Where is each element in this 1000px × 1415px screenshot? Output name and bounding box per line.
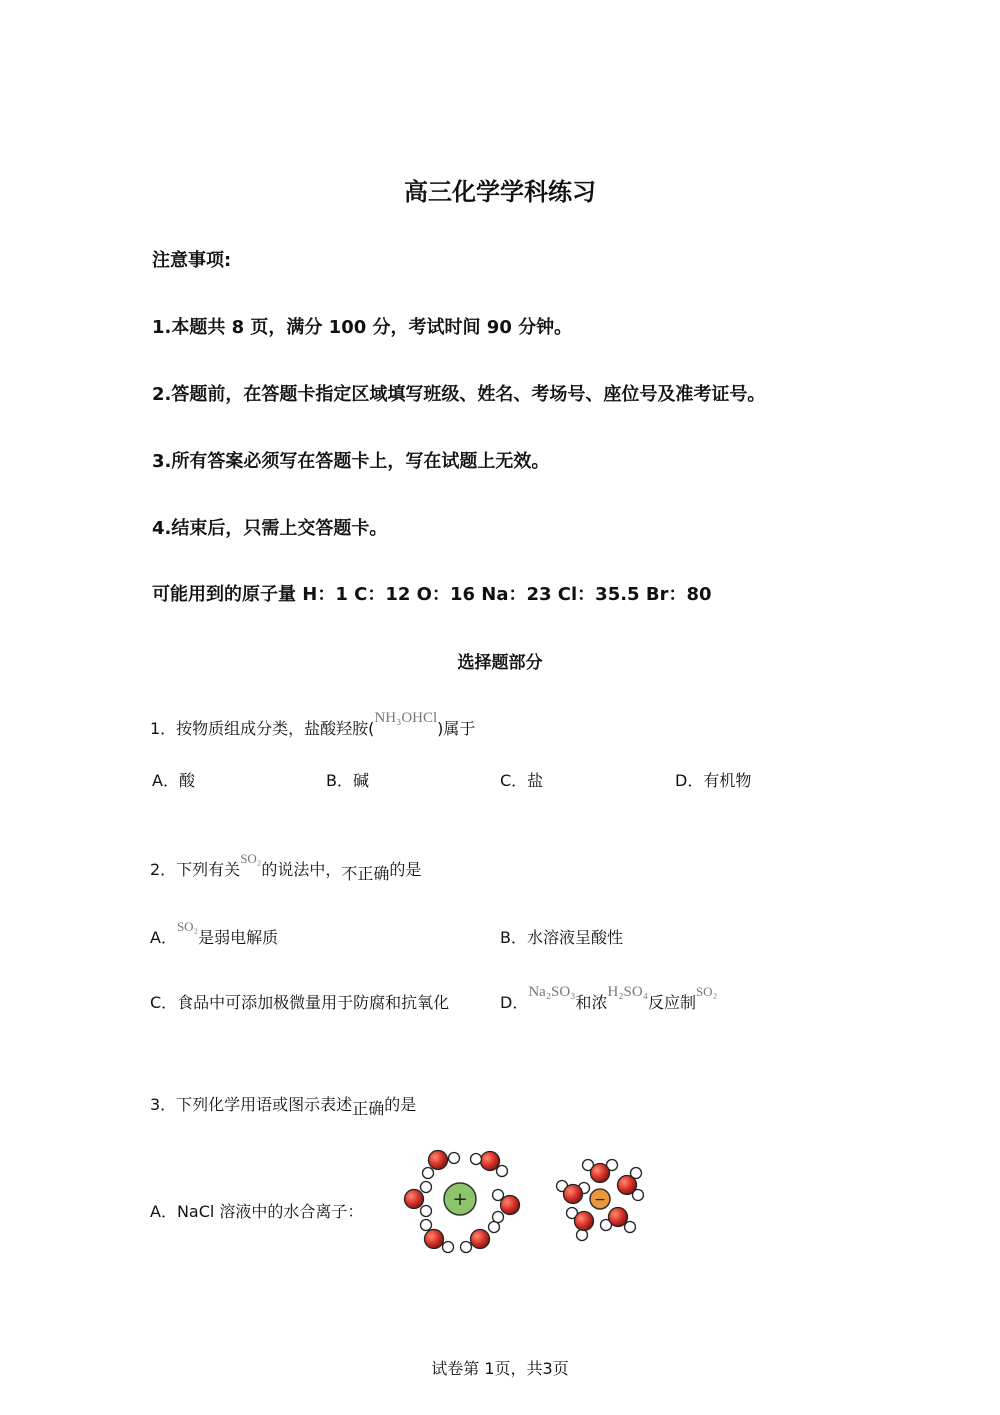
hydrogen-atom — [493, 1190, 504, 1201]
hydrated-anion — [557, 1160, 644, 1241]
hydrated-ions-diagram — [398, 1143, 658, 1255]
hydrogen-atom — [421, 1206, 432, 1217]
oxygen-atom — [481, 1152, 500, 1171]
q3-stem-after: 的是 — [384, 1095, 417, 1114]
hydrogen-atom — [449, 1153, 460, 1164]
q2-stem-mid: 的说法中， — [261, 860, 342, 879]
q1-option-b: B．碱 — [326, 771, 369, 790]
hydrogen-atom — [421, 1182, 432, 1193]
oxygen-atom — [575, 1212, 594, 1231]
section-title: 选择题部分 — [457, 653, 543, 673]
oxygen-atom — [425, 1230, 444, 1249]
question-2-stem — [150, 851, 422, 883]
notice-item-2: 2.答题前，在答题卡指定区域填写班级、姓名、考场号、座位号及准考证号。 — [152, 384, 766, 405]
q1-formula: NH₃OHCl — [374, 710, 438, 726]
hydrogen-atom — [423, 1168, 434, 1179]
q2-option-d-label: D． — [500, 993, 529, 1012]
q1-option-c: C．盐 — [500, 771, 544, 790]
hydrogen-atom — [471, 1154, 482, 1165]
page-title: 高三化学学科练习 — [404, 178, 596, 206]
oxygen-atom — [609, 1208, 628, 1227]
q2-option-a-formula: SO₂ — [176, 919, 199, 934]
hydrogen-atom — [421, 1220, 432, 1231]
q2-option-d — [500, 984, 718, 1013]
hydrogen-atom — [461, 1242, 472, 1253]
q3-stem-emph: 正确 — [352, 1099, 385, 1118]
oxygen-atom — [405, 1190, 424, 1209]
q2-option-d-formula-2: H₂SO₄ — [607, 984, 648, 1000]
oxygen-atom — [591, 1164, 610, 1183]
hydrogen-atom — [493, 1212, 504, 1223]
hydrogen-atom — [625, 1222, 636, 1233]
notice-item-1: 1.本题共 8 页，满分 100 分，考试时间 90 分钟。 — [152, 317, 573, 338]
q2-option-a-label: A． — [150, 928, 177, 947]
q2-stem-before: 2．下列有关 — [150, 860, 241, 879]
cation-symbol: + — [452, 1189, 468, 1210]
question-3-stem — [150, 1092, 417, 1118]
q3-option-a: A．NaCl 溶液中的水合离子： — [150, 1202, 364, 1221]
hydrogen-atom — [443, 1242, 454, 1253]
q3-stem-before: 3．下列化学用语或图示表述 — [150, 1095, 353, 1114]
hydrogen-atom — [577, 1230, 588, 1241]
oxygen-atom — [501, 1196, 520, 1215]
q2-option-d-text-2: 反应制 — [647, 993, 696, 1012]
oxygen-atom — [471, 1230, 490, 1249]
page-footer: 试卷第 1页，共3页 — [431, 1359, 569, 1378]
oxygen-atom — [429, 1151, 448, 1170]
q2-option-a-text: 是弱电解质 — [198, 928, 279, 947]
q2-option-a — [150, 919, 279, 948]
hydrogen-atom — [497, 1166, 508, 1177]
q1-option-a: A．酸 — [152, 771, 195, 790]
q2-option-c: C．食品中可添加极微量用于防腐和抗氧化 — [150, 993, 450, 1012]
q2-formula: SO₂ — [240, 851, 262, 866]
question-1-stem — [150, 710, 476, 739]
atomic-masses: 可能用到的原子量 H：1 C：12 O：16 Na：23 Cl：35.5 Br：80 — [152, 584, 712, 605]
q2-option-d-formula-1: Na₂SO₃ — [528, 984, 576, 1000]
notice-item-4: 4.结束后，只需上交答题卡。 — [152, 518, 388, 539]
notice-heading: 注意事项: — [152, 250, 232, 271]
q2-option-d-formula-3: SO₂ — [695, 984, 718, 999]
oxygen-atom — [618, 1176, 637, 1195]
q1-option-d: D．有机物 — [675, 771, 752, 790]
q2-option-d-text-1: 和浓 — [575, 993, 608, 1012]
q2-stem-emph: 不正确 — [341, 864, 390, 883]
q1-stem-before: 1．按物质组成分类，盐酸羟胺( — [150, 719, 375, 738]
oxygen-atom — [564, 1185, 583, 1204]
hydrated-cation — [405, 1151, 520, 1253]
anion-symbol: − — [594, 1192, 606, 1208]
notice-item-3: 3.所有答案必须写在答题卡上，写在试题上无效。 — [152, 451, 550, 472]
q2-option-b: B．水溶液呈酸性 — [500, 928, 623, 947]
hydrogen-atom — [489, 1222, 500, 1233]
q2-stem-after: 的是 — [389, 860, 422, 879]
q1-stem-after: )属于 — [437, 719, 476, 738]
